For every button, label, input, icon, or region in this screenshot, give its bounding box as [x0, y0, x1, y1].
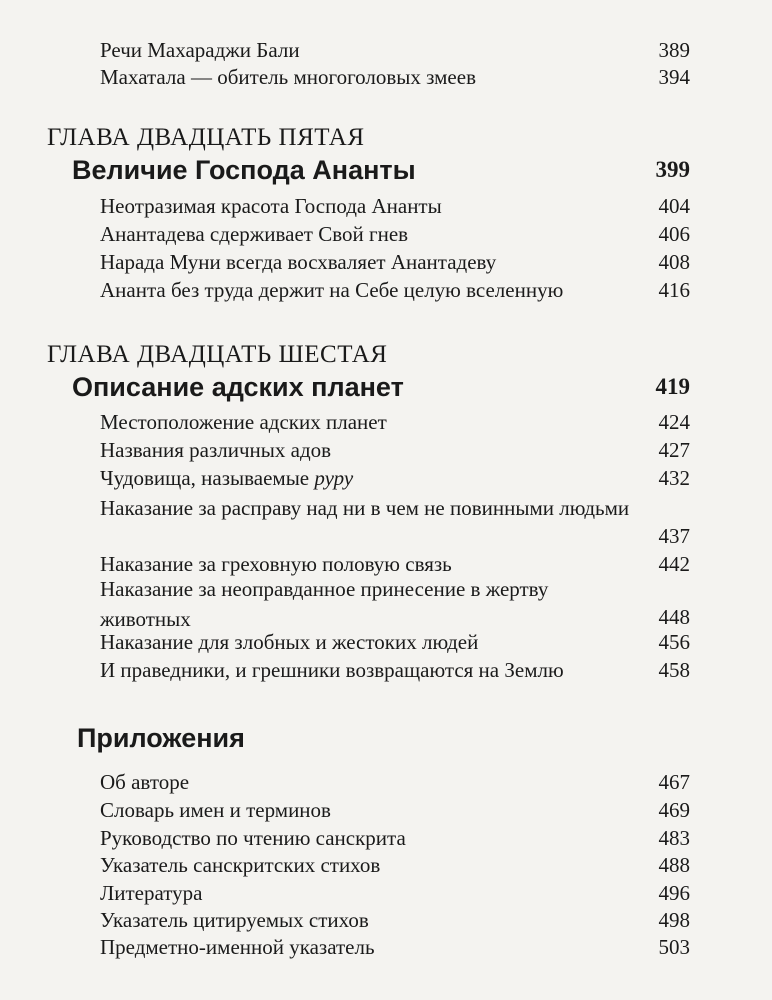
toc-entry-title: Указатель цитируемых стихов — [100, 908, 369, 932]
toc-entry-page: 394 — [658, 65, 690, 89]
toc-entry-title: Литература — [100, 881, 203, 905]
toc-entry-title: Наказание за греховную половую связь — [100, 552, 452, 576]
toc-entry-page: 427 — [658, 438, 690, 462]
chapter-title-text: Описание адских планет — [72, 372, 404, 402]
toc-entry-title-main: Чудовища, называемые — [100, 466, 315, 490]
toc-entry — [100, 221, 690, 247]
toc-entry-title: Об авторе — [100, 770, 190, 794]
toc-entry-page: 488 — [658, 853, 690, 877]
toc-entry-page: 483 — [658, 826, 690, 850]
toc-entry — [100, 193, 690, 219]
toc-entry — [100, 880, 690, 906]
toc-entry-page: 469 — [658, 798, 690, 822]
chapter-title-page: 419 — [655, 374, 690, 399]
toc-entry-title: Нарада Муни всегда восхваляет Анантадеву — [100, 250, 497, 274]
toc-entry-page: 404 — [658, 194, 690, 218]
toc-entry — [100, 249, 690, 275]
toc-entry-title: Наказание для злобных и жестоких людей — [100, 630, 479, 654]
chapter-title-text: Величие Господа Ананты — [72, 155, 416, 185]
toc-entry-page: 437 — [658, 524, 690, 548]
toc-entry — [100, 37, 690, 63]
toc-entry-title: Названия различных адов — [100, 438, 332, 462]
toc-entry — [100, 277, 690, 303]
toc-entry-title: Словарь имен и терминов — [100, 798, 331, 822]
chapter-heading: ГЛАВА ДВАДЦАТЬ ПЯТАЯ — [47, 124, 365, 151]
toc-entry-title: Наказание за расправу над ни в чем не повинными людьми — [100, 496, 630, 520]
toc-entry-title: Указатель санскритских стихов — [100, 853, 381, 877]
toc-entry-page: 424 — [658, 410, 690, 434]
toc-entry-title-italic: руру — [314, 466, 354, 490]
toc-entry-title: Наказание за неоправданное принесение в жертву животных — [100, 577, 549, 631]
toc-entry-title: Местоположение адских планет — [100, 410, 387, 434]
toc-entry — [100, 574, 690, 634]
toc-entry — [100, 437, 690, 463]
toc-entry-title: Анантадева сдерживает Свой гнев — [100, 222, 409, 246]
toc-entry-page: 416 — [658, 278, 690, 302]
toc-entry-page: 406 — [658, 222, 690, 246]
toc-entry — [100, 934, 690, 960]
toc-entry-title: Руководство по чтению санскрита — [100, 826, 406, 850]
toc-entry — [100, 465, 690, 491]
toc-entry-page: 503 — [658, 935, 690, 959]
toc-entry-page: 496 — [658, 881, 690, 905]
toc-entry-title: Махатала — обитель многоголовых змеев — [100, 65, 476, 89]
toc-entry-page: 498 — [658, 908, 690, 932]
toc-entry-page: 467 — [658, 770, 690, 794]
toc-entry-page: 432 — [658, 466, 690, 490]
toc-entry-title — [100, 465, 690, 491]
toc-entry-page: 448 — [658, 605, 690, 629]
toc-entry-page: 389 — [658, 38, 690, 62]
toc-entry-page: 442 — [658, 552, 690, 576]
toc-entry-title: Речи Махараджи Бали — [100, 38, 300, 62]
toc-entry — [100, 852, 690, 878]
toc-entry — [100, 769, 690, 795]
chapter-title-page: 399 — [655, 157, 690, 182]
toc-entry-title: Ананта без труда держит на Себе целую вселенную — [100, 278, 564, 302]
toc-entry — [100, 493, 690, 548]
toc-entry — [100, 657, 690, 683]
toc-entry — [100, 797, 690, 823]
toc-entry-page: 458 — [658, 658, 690, 682]
appendix-heading: Приложения — [77, 723, 245, 753]
toc-entry-page: 408 — [658, 250, 690, 274]
chapter-title — [72, 371, 690, 403]
chapter-heading: ГЛАВА ДВАДЦАТЬ ШЕСТАЯ — [47, 341, 388, 368]
toc-entry-title: И праведники, и грешники возвращаются на Землю — [100, 658, 564, 682]
toc-entry — [100, 64, 690, 90]
toc-entry — [100, 629, 690, 655]
toc-entry-title: Неотразимая красота Господа Ананты — [100, 194, 442, 218]
toc-entry — [100, 907, 690, 933]
toc-entry — [100, 825, 690, 851]
toc-entry — [100, 409, 690, 435]
toc-entry-title: Предметно-именной указатель — [100, 935, 375, 959]
toc-entry-page: 456 — [658, 630, 690, 654]
chapter-title — [72, 154, 690, 186]
